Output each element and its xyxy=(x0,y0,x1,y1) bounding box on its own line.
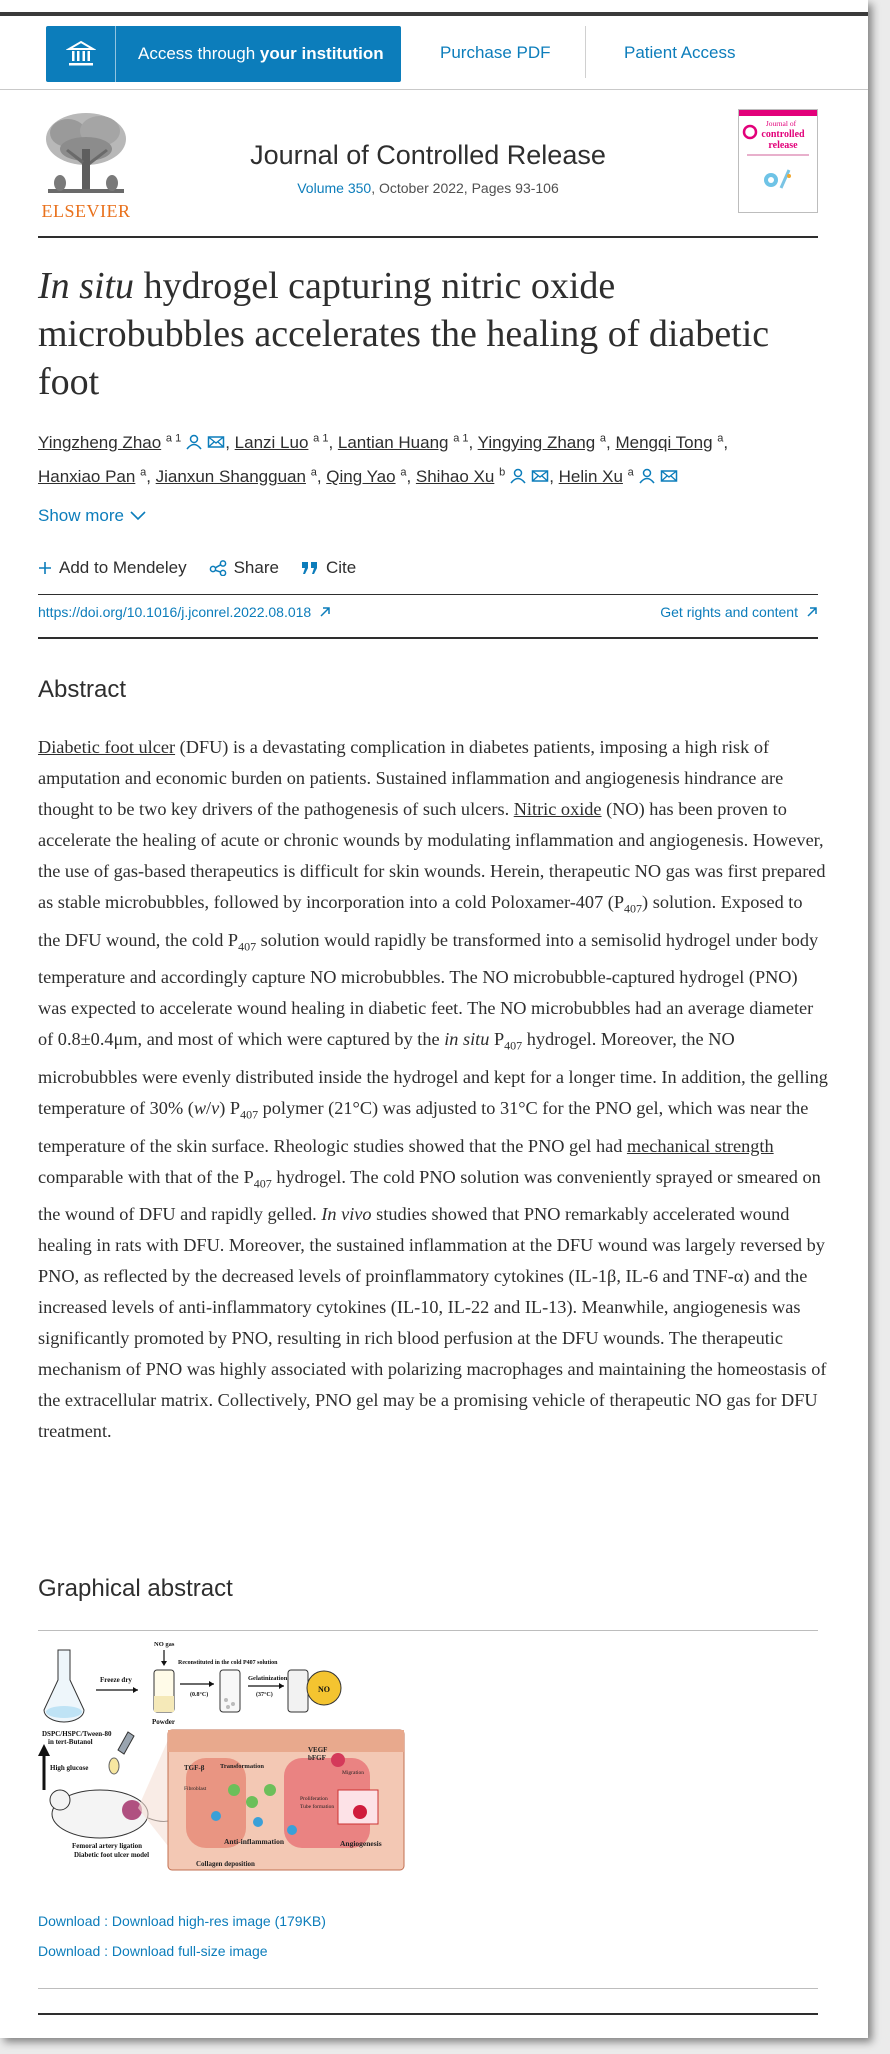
section-divider xyxy=(38,1988,818,1989)
ga-label-migration: Migration xyxy=(342,1770,364,1776)
glossary-link-nitric-oxide[interactable]: Nitric oxide xyxy=(513,799,602,819)
author-name[interactable]: Hanxiao Pan xyxy=(38,467,136,487)
article-title: In situ hydrogel capturing nitric oxide microbubbles accelerates the healing of diabetic foot xyxy=(38,265,770,403)
author-name[interactable]: Shihao Xu xyxy=(415,467,495,487)
author-name[interactable]: Lanzi Luo xyxy=(234,432,309,452)
patient-access-link[interactable]: Patient Access xyxy=(624,42,736,62)
graphical-abstract-divider xyxy=(38,1630,818,1631)
person-icon[interactable] xyxy=(634,467,656,486)
ga-label-fibroblast: Fibroblast xyxy=(184,1786,207,1792)
author-entry: Hanxiao Pan $^a$, xyxy=(38,466,156,487)
glossary-link-dfu[interactable]: Diabetic foot ulcer xyxy=(38,737,176,757)
doi-row xyxy=(38,604,818,624)
ga-label-proliferation: Proliferation xyxy=(300,1796,328,1802)
tab-divider xyxy=(585,26,586,78)
ga-label-temp0: (0.8°C) xyxy=(190,1692,209,1698)
mail-icon[interactable] xyxy=(656,467,678,486)
author-entry: Shihao Xu $^b$ , xyxy=(415,466,559,487)
journal-title[interactable]: Journal of Controlled Release xyxy=(250,140,606,170)
ga-label-tgf: TGF-β xyxy=(184,1764,205,1772)
share-button[interactable]: Share xyxy=(209,558,279,578)
author-entry: Lanzi Luo $^{a 1}$, xyxy=(234,432,338,452)
ga-label-collagen: Collagen deposition xyxy=(196,1860,255,1868)
ga-label-vegf: VEGF xyxy=(308,1746,328,1754)
author-name[interactable]: Yingzheng Zhao xyxy=(38,432,162,452)
ga-label-tert: in tert-Butanol xyxy=(48,1738,93,1746)
ga-label-angiogenesis: Angiogenesis xyxy=(340,1839,382,1848)
author-affiliation[interactable]: a 1 xyxy=(453,432,469,444)
share-icon xyxy=(209,560,227,576)
ga-label-bfgf: bFGF xyxy=(308,1754,326,1762)
mail-icon[interactable] xyxy=(203,433,225,452)
cover-line2: controlled xyxy=(761,129,805,140)
author-entry: Jianxun Shangguan $^a$, xyxy=(155,466,327,487)
ga-label-no: NO xyxy=(318,1685,330,1694)
abstract-heading: Abstract xyxy=(38,676,127,703)
ga-label-gelation: Gelatinization xyxy=(248,1675,288,1682)
author-name[interactable]: Mengqi Tong xyxy=(615,432,713,452)
ga-label-femoral: Femoral artery ligation xyxy=(72,1842,142,1850)
ga-label-tube-formation: Tube formation xyxy=(300,1804,335,1810)
ga-label-anti-inflammation: Anti-inflammation xyxy=(224,1837,284,1846)
purchase-pdf-link[interactable]: Purchase PDF xyxy=(440,42,551,62)
ga-label-transformation: Transformation xyxy=(220,1763,264,1770)
graphical-abstract-heading: Graphical abstract xyxy=(38,1575,233,1602)
download-highres-link[interactable]: Download : Download high-res image (179KB) xyxy=(38,1913,326,1929)
quote-icon xyxy=(301,561,319,575)
rights-link[interactable]: Get rights and content xyxy=(660,604,818,620)
author-affiliation[interactable]: a xyxy=(310,466,317,479)
ga-label-dspc: DSPC/HSPC/Tween-80 xyxy=(42,1730,112,1738)
author-affiliation[interactable]: a 1 xyxy=(165,432,182,444)
ga-label-powder: Powder xyxy=(152,1718,175,1726)
actions-divider xyxy=(38,594,818,595)
mail-icon[interactable] xyxy=(527,467,549,486)
author-entry: Yingzheng Zhao $^{a 1}$ , xyxy=(38,432,235,452)
doi-divider xyxy=(38,637,818,639)
cover-line3: release xyxy=(768,140,798,151)
volume-link[interactable]: Volume 350 xyxy=(297,180,372,196)
journal-cover[interactable] xyxy=(738,109,818,213)
download-fullsize-link[interactable]: Download : Download full-size image xyxy=(38,1943,268,1959)
person-icon[interactable] xyxy=(181,433,203,452)
article-actions xyxy=(38,554,356,582)
show-more-button[interactable]: Show more xyxy=(38,506,146,526)
ga-label-temp37: (37°C) xyxy=(256,1692,273,1698)
author-affiliation[interactable]: a xyxy=(140,466,147,479)
person-icon[interactable] xyxy=(505,467,527,486)
access-institution-label: Access through your institution xyxy=(138,44,384,63)
abstract-text: Diabetic foot ulcer (DFU) is a devastating complication in diabetes patients, imposing a high risk of amputation and economic burden on patients. Sustained inflammation and angiogenesis hindrance are thought to be two key drivers of the pathogenesis of such ulcers. Nitric oxide (NO) has been proven to accelerate the healing of acute or chronic wounds by modulating inflammation and angiogenesis. However, the use of gas-based therapeutics is difficult for skin wounds. Herein, therapeutic NO gas was first prepared as stable microbubbles, followed by incorporation into a cold Poloxamer-407 $(P_{407})$ solution. Exposed to the DFU wound, the cold $P_{407}$ solution would rapidly be transformed into a semisolid hydrogel under body temperature and accordingly capture NO microbubbles. The NO microbubble-captured hydrogel (PNO) was expected to accelerate wound healing in diabetic feet. The NO microbubbles had an average diameter of 0.8±0.4μm, and most of which were captured by the in situ $P_{407}$ hydrogel. Moreover, the NO microbubbles were evenly distributed inside the hydrogel and kept for a longer time. In addition, the gelling temperature of 30% (w/v) $P_{407}$ polymer (21°C) was adjusted to 31°C for the PNO gel, which was near the temperature of the skin surface. Rheologic studies showed that the PNO gel had mechanical strength comparable with that of the $P_{407}$ hydrogel. The cold PNO solution was conveniently sprayed or smeared on the wound of DFU and rapidly gelled. In vivo studies showed that PNO remarkably accelerated wound healing in rats with DFU. Moreover, the sustained inflammation at the DFU wound was largely reversed by PNO, as reflected by the decreased levels of proinflammatory cytokines (IL-1β, IL-6 and TNF-α) and the increased levels of anti-inflammatory cytokines (IL-10, IL-22 and IL-13). Meanwhile, angiogenesis was significantly promoted by PNO, resulting in rich blood perfusion at the DFU wounds. The therapeutic mechanism of PNO was highly associated with polarizing macrophages and maintaining the homeostasis of the extracellular matrix. Collectively, PNO gel may be a promising vehicle of therapeutic NO gas for DFU treatment. xyxy=(38,737,828,1442)
author-entry: Lantian Huang $^{a 1}$, xyxy=(337,432,478,452)
doi-link[interactable]: https://doi.org/10.1016/j.jconrel.2022.08.018 xyxy=(38,604,331,620)
author-list xyxy=(38,423,828,492)
plus-icon xyxy=(38,561,52,575)
ga-label-high-glucose: High glucose xyxy=(50,1764,89,1772)
author-affiliation[interactable]: a xyxy=(717,432,724,444)
section-divider-bold xyxy=(38,2013,818,2015)
add-to-mendeley-button[interactable]: Add to Mendeley xyxy=(38,558,187,578)
author-name[interactable]: Jianxun Shangguan xyxy=(155,467,306,487)
cite-button[interactable]: Cite xyxy=(301,558,356,578)
ga-label-reconstituted: Reconstituted in the cold P407 solution xyxy=(178,1660,278,1666)
ga-label-freeze-dry: Freeze dry xyxy=(100,1676,132,1684)
external-link-icon xyxy=(806,606,818,618)
external-link-icon xyxy=(319,606,331,618)
author-entry: Yingying Zhang $^a$, xyxy=(477,432,616,452)
header-divider xyxy=(38,236,818,238)
access-bar xyxy=(0,16,868,90)
graphical-abstract-image[interactable] xyxy=(38,1640,408,1880)
author-name[interactable]: Qing Yao xyxy=(326,467,396,487)
author-affiliation[interactable]: a 1 xyxy=(313,432,329,444)
journal-issue-info: Volume 350, October 2022, Pages 93-106 xyxy=(297,180,559,196)
author-affiliation[interactable]: a xyxy=(627,466,634,479)
author-entry: Qing Yao $^a$, xyxy=(326,466,416,487)
ga-label-dfu-model: Diabetic foot ulcer model xyxy=(74,1851,150,1859)
cover-line1: Journal of xyxy=(765,119,797,128)
author-name[interactable]: Yingying Zhang xyxy=(477,432,596,452)
author-affiliation[interactable]: b xyxy=(499,466,506,479)
author-affiliation[interactable]: a xyxy=(599,432,607,444)
ga-label-no-gas: NO gas xyxy=(154,1641,175,1648)
journal-header xyxy=(38,104,818,234)
glossary-link-mechanical-strength[interactable]: mechanical strength xyxy=(626,1135,774,1156)
author-affiliation[interactable]: a xyxy=(400,466,407,479)
chevron-down-icon xyxy=(130,511,146,521)
elsevier-wordmark: ELSEVIER xyxy=(41,201,131,221)
access-institution-button[interactable] xyxy=(46,26,401,82)
institution-icon xyxy=(46,26,116,82)
author-name[interactable]: Lantian Huang xyxy=(337,432,449,452)
author-name[interactable]: Helin Xu xyxy=(558,467,623,487)
author-entry: Mengqi Tong $^a$, xyxy=(615,432,729,452)
author-entry xyxy=(559,467,678,486)
